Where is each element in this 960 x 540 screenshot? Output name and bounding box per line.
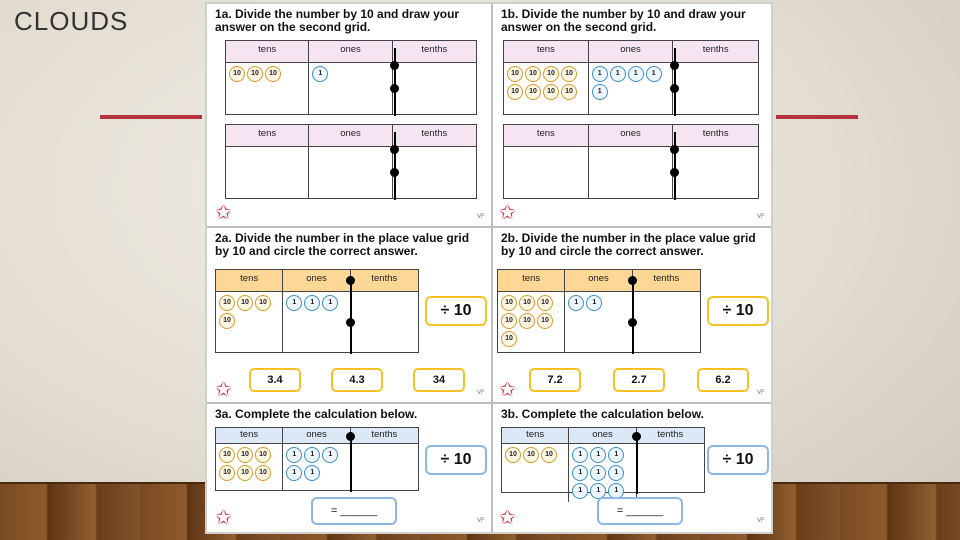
- ones-counter: 1: [610, 66, 626, 82]
- question-title: 2a. Divide the number in the place value grid by 10 and circle the correct answer.: [215, 231, 470, 258]
- question-3b: [493, 404, 775, 532]
- tens-counter: 10: [525, 66, 541, 82]
- answer-option[interactable]: 7.2: [529, 368, 581, 392]
- ones-counter: 1: [572, 465, 588, 481]
- answer-option[interactable]: 2.7: [613, 368, 665, 392]
- tens-counter: 10: [519, 295, 535, 311]
- question-title: 3b. Complete the calculation below.: [501, 407, 704, 421]
- tenths-cell: [351, 292, 418, 352]
- tens-counter: 10: [219, 295, 235, 311]
- ones-counter: 1: [608, 483, 624, 499]
- decimal-point-dot: [346, 276, 355, 285]
- divide-by-10-box: ÷ 10: [707, 445, 769, 475]
- slide-title: CLOUDS: [14, 6, 129, 36]
- header-tens: tens: [216, 428, 283, 444]
- header-tenths: tenths: [633, 270, 700, 292]
- header-tenths: tenths: [393, 41, 476, 63]
- ones-counter: 1: [286, 465, 302, 481]
- star-icon: ✩: [499, 202, 516, 224]
- place-value-grid-answer[interactable]: [225, 124, 477, 199]
- header-ones: ones: [569, 428, 636, 444]
- star-icon: ✩: [499, 379, 516, 401]
- header-tens: tens: [504, 125, 589, 147]
- tens-cell: [216, 292, 283, 352]
- decimal-point-dot: [670, 84, 679, 93]
- decimal-point-dot: [390, 61, 399, 70]
- vf-label: VF: [757, 214, 765, 220]
- tens-counter: 10: [501, 331, 517, 347]
- header-tenths: tenths: [673, 41, 758, 63]
- question-title: 1b. Divide the number by 10 and draw your answer on the second grid.: [501, 7, 746, 34]
- ones-counter: 1: [286, 447, 302, 463]
- star-icon: ✩: [499, 507, 516, 529]
- header-tens: tens: [226, 41, 309, 63]
- question-title: 2b. Divide the number in the place value grid by 10 and circle the correct answer.: [501, 231, 756, 258]
- vf-label: VF: [477, 214, 485, 220]
- tens-counter: 10: [561, 84, 577, 100]
- tens-counter: 10: [537, 295, 553, 311]
- decimal-point-dot: [628, 318, 637, 327]
- place-value-grid: [215, 269, 419, 353]
- question-title: 1a. Divide the number by 10 and draw your answer on the second grid.: [215, 7, 460, 34]
- ones-counter: 1: [590, 483, 606, 499]
- tens-cell[interactable]: [226, 147, 309, 198]
- star-icon: ✩: [215, 507, 232, 529]
- place-value-grid-answer[interactable]: [503, 124, 759, 199]
- header-tenths: tenths: [351, 428, 418, 444]
- place-value-grid: [501, 427, 705, 493]
- tens-counter: 10: [255, 295, 271, 311]
- decimal-point-line: [636, 432, 638, 494]
- ones-counter: 1: [586, 295, 602, 311]
- decimal-point-dot: [390, 145, 399, 154]
- tens-cell: [226, 63, 309, 114]
- place-value-grid-top: [225, 40, 477, 115]
- ones-cell: [309, 63, 392, 114]
- vf-label: VF: [477, 390, 485, 396]
- ones-counter: 1: [646, 66, 662, 82]
- tenths-cell[interactable]: [393, 147, 476, 198]
- tens-counter: 10: [519, 313, 535, 329]
- ones-cell: [565, 292, 632, 352]
- tens-counter: 10: [561, 66, 577, 82]
- answer-option[interactable]: 4.3: [331, 368, 383, 392]
- place-value-grid-top: [503, 40, 759, 115]
- tens-counter: 10: [219, 313, 235, 329]
- header-ones: ones: [309, 125, 392, 147]
- question-2b: [493, 228, 775, 402]
- decimal-point-line: [674, 48, 676, 116]
- decimal-point-line: [394, 132, 396, 200]
- ones-cell: [283, 444, 350, 490]
- header-tens: tens: [498, 270, 565, 292]
- decimal-point-dot: [346, 432, 355, 441]
- tens-counter: 10: [229, 66, 245, 82]
- vf-label: VF: [477, 518, 485, 524]
- divide-by-10-box: ÷ 10: [425, 445, 487, 475]
- ones-cell: [589, 63, 674, 114]
- decimal-point-dot: [632, 432, 641, 441]
- tens-counter: 10: [501, 295, 517, 311]
- question-2a: [207, 228, 491, 402]
- question-title: 3a. Complete the calculation below.: [215, 407, 418, 421]
- decimal-point-line: [632, 276, 634, 354]
- header-tens: tens: [502, 428, 569, 444]
- decimal-point-dot: [628, 276, 637, 285]
- tens-counter: 10: [543, 84, 559, 100]
- ones-counter: 1: [322, 447, 338, 463]
- tens-counter: 10: [523, 447, 539, 463]
- tenths-cell: [393, 63, 476, 114]
- header-ones: ones: [283, 428, 350, 444]
- decimal-point-dot: [346, 318, 355, 327]
- header-tens: tens: [504, 41, 589, 63]
- header-tenths: tenths: [637, 428, 704, 444]
- star-icon: ✩: [215, 202, 232, 224]
- tens-counter: 10: [237, 447, 253, 463]
- tens-cell: [498, 292, 565, 352]
- decorative-line-left: [100, 115, 202, 119]
- ones-counter: 1: [592, 84, 608, 100]
- decimal-point-dot: [390, 84, 399, 93]
- ones-cell[interactable]: [309, 147, 392, 198]
- ones-counter: 1: [322, 295, 338, 311]
- ones-counter: 1: [592, 66, 608, 82]
- ones-counter: 1: [608, 465, 624, 481]
- tens-counter: 10: [219, 465, 235, 481]
- tens-counter: 10: [543, 66, 559, 82]
- ones-counter: 1: [286, 295, 302, 311]
- tenths-cell: [637, 444, 704, 502]
- ones-cell: [283, 292, 350, 352]
- question-1a: [207, 4, 491, 226]
- decimal-point-dot: [670, 168, 679, 177]
- tenths-cell: [673, 63, 758, 114]
- decimal-point-dot: [670, 61, 679, 70]
- ones-counter: 1: [312, 66, 328, 82]
- tens-counter: 10: [265, 66, 281, 82]
- header-tens: tens: [226, 125, 309, 147]
- question-1b: [493, 4, 775, 226]
- worksheet: [205, 2, 773, 534]
- tens-cell: [216, 444, 283, 490]
- ones-counter: 1: [590, 447, 606, 463]
- answer-option[interactable]: 34: [413, 368, 465, 392]
- decorative-line-right: [776, 115, 858, 119]
- star-icon: ✩: [215, 379, 232, 401]
- tens-counter: 10: [247, 66, 263, 82]
- ones-counter: 1: [590, 465, 606, 481]
- tens-counter: 10: [525, 84, 541, 100]
- tens-counter: 10: [255, 465, 271, 481]
- ones-counter: 1: [628, 66, 644, 82]
- ones-counter: 1: [572, 447, 588, 463]
- tens-counter: 10: [237, 295, 253, 311]
- tenths-cell: [633, 292, 700, 352]
- answer-option[interactable]: 6.2: [697, 368, 749, 392]
- tens-counter: 10: [255, 447, 271, 463]
- calculation-answer-box[interactable]: = ______: [311, 497, 397, 525]
- decimal-point-line: [394, 48, 396, 116]
- tens-counter: 10: [237, 465, 253, 481]
- tens-counter: 10: [505, 447, 521, 463]
- header-ones: ones: [309, 41, 392, 63]
- decimal-point-line: [350, 432, 352, 492]
- tens-counter: 10: [501, 313, 517, 329]
- ones-counter: 1: [304, 465, 320, 481]
- tens-cell[interactable]: [504, 147, 589, 198]
- ones-counter: 1: [568, 295, 584, 311]
- decimal-point-line: [674, 132, 676, 200]
- header-ones: ones: [589, 41, 674, 63]
- header-tenths: tenths: [673, 125, 758, 147]
- tens-counter: 10: [541, 447, 557, 463]
- ones-counter: 1: [304, 295, 320, 311]
- header-ones: ones: [589, 125, 674, 147]
- tens-cell: [504, 63, 589, 114]
- divide-by-10-box: ÷ 10: [707, 296, 769, 326]
- tens-counter: 10: [507, 84, 523, 100]
- decimal-point-dot: [670, 145, 679, 154]
- tenths-cell: [351, 444, 418, 490]
- decimal-point-line: [350, 276, 352, 354]
- ones-counter: 1: [572, 483, 588, 499]
- header-tenths: tenths: [351, 270, 418, 292]
- header-ones: ones: [283, 270, 350, 292]
- tens-counter: 10: [507, 66, 523, 82]
- calculation-answer-box[interactable]: = ______: [597, 497, 683, 525]
- tens-cell: [502, 444, 569, 502]
- ones-counter: 1: [608, 447, 624, 463]
- place-value-grid: [497, 269, 701, 353]
- ones-cell: [569, 444, 636, 502]
- vf-label: VF: [757, 390, 765, 396]
- header-ones: ones: [565, 270, 632, 292]
- header-tenths: tenths: [393, 125, 476, 147]
- header-tens: tens: [216, 270, 283, 292]
- tens-counter: 10: [219, 447, 235, 463]
- ones-cell[interactable]: [589, 147, 674, 198]
- tenths-cell[interactable]: [673, 147, 758, 198]
- place-value-grid: [215, 427, 419, 491]
- answer-option[interactable]: 3.4: [249, 368, 301, 392]
- question-3a: [207, 404, 491, 532]
- ones-counter: 1: [304, 447, 320, 463]
- divide-by-10-box: ÷ 10: [425, 296, 487, 326]
- vf-label: VF: [757, 518, 765, 524]
- tens-counter: 10: [537, 313, 553, 329]
- decimal-point-dot: [390, 168, 399, 177]
